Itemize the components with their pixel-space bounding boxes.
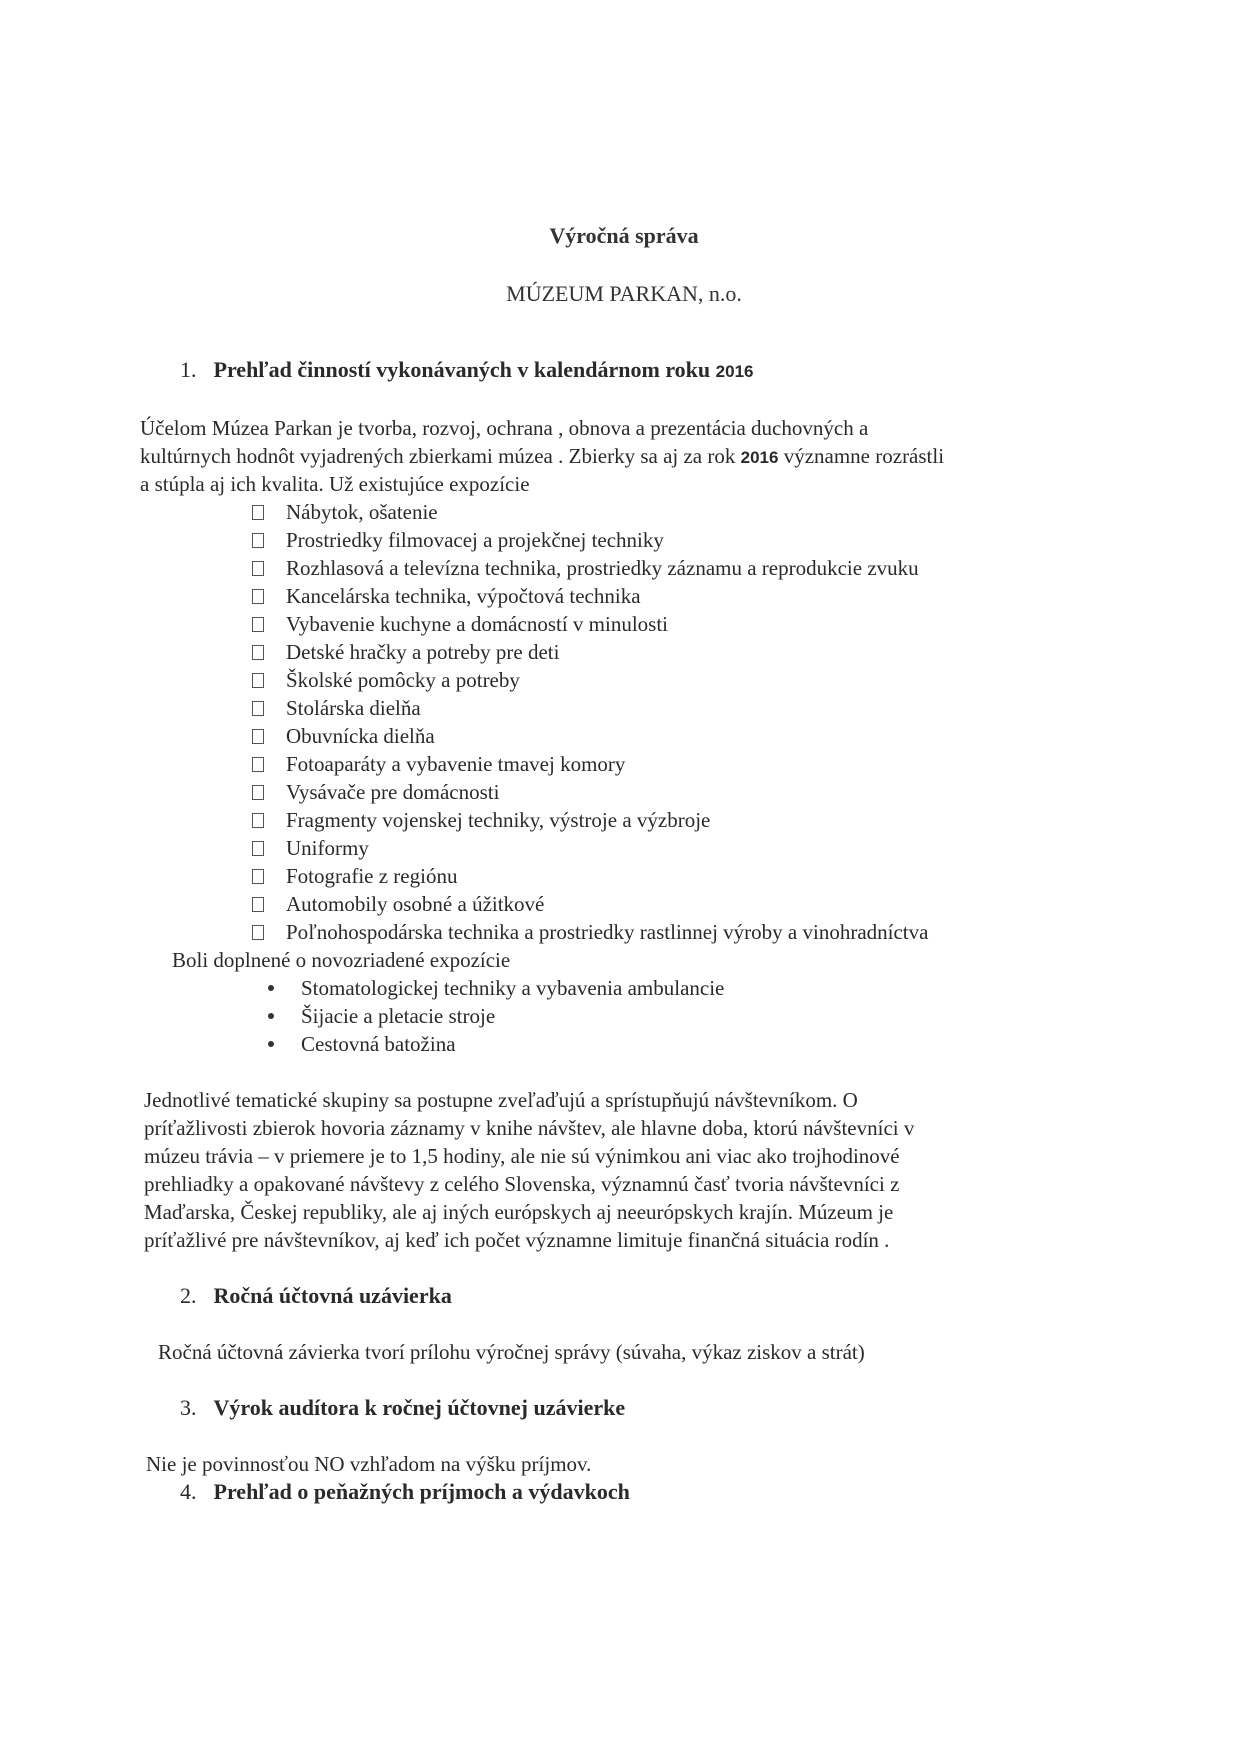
intro-line-3: a stúpla aj ich kvalita. Už existujúce expozície	[140, 472, 530, 496]
existing-exhibitions-list	[252, 498, 928, 946]
list-item	[252, 610, 928, 638]
section-2-title: Ročná účtovná uzávierka	[213, 1283, 452, 1308]
list-item	[262, 1030, 724, 1058]
new-exhibitions-intro: Boli doplnené o novozriadené expozície	[172, 948, 511, 972]
document-title: Výročná správa	[549, 223, 699, 248]
list-item	[252, 918, 928, 946]
list-item-label: Fotoaparáty a vybavenie tmavej komory	[286, 752, 626, 776]
list-item-label: Vybavenie kuchyne a domácností v minulosti	[286, 612, 669, 636]
list-item-label: Kancelárska technika, výpočtová technika	[286, 584, 641, 608]
list-item	[252, 554, 928, 582]
list-item	[252, 498, 928, 526]
list-item	[252, 694, 928, 722]
list-item-label: Obuvnícka dielňa	[286, 724, 435, 748]
list-item	[252, 582, 928, 610]
section-1-heading	[180, 356, 753, 386]
bullet-icon	[268, 1013, 274, 1019]
list-item-label: Školské pomôcky a potreby	[286, 668, 520, 692]
closing-line-3: múzeu trávia – v priemere je to 1,5 hodiny, ale nie sú výnimkou ani viac ako trojhodinové	[144, 1144, 900, 1168]
list-item	[252, 806, 928, 834]
organization-name: MÚZEUM PARKAN, n.o.	[506, 281, 742, 306]
section-3-title: Výrok audítora k ročnej účtovnej uzávierke	[213, 1395, 626, 1420]
list-item	[252, 834, 928, 862]
bullet-icon	[268, 985, 274, 991]
checkbox-bullet-icon	[252, 701, 264, 716]
list-item-label: Cestovná batožina	[301, 1032, 456, 1056]
checkbox-bullet-icon	[252, 757, 264, 772]
list-item-label: Uniformy	[286, 836, 369, 860]
list-item-label: Rozhlasová a televízna technika, prostriedky záznamu a reprodukcie zvuku	[286, 556, 919, 580]
list-item	[252, 638, 928, 666]
list-item-label: Stolárska dielňa	[286, 696, 421, 720]
list-item-label: Prostriedky filmovacej a projekčnej techniky	[286, 528, 664, 552]
list-item	[252, 890, 928, 918]
intro-line-2-start: kultúrnych hodnôt vyjadrených zbierkami múzea . Zbierky sa aj za rok	[140, 444, 736, 468]
closing-line-5: Maďarska, Českej republiky, ale aj iných európskych aj neeurópskych krajín. Múzeum je	[144, 1200, 894, 1224]
section-4-title: Prehľad o peňažných príjmoch a výdavkoch	[213, 1479, 630, 1504]
closing-line-1: Jednotlivé tematické skupiny sa postupne zveľaďujú a sprístupňujú návštevníkom. O	[144, 1088, 858, 1112]
closing-line-2: príťažlivosti zbierok hovoria záznamy v knihe návštev, ale hlavne doba, ktorú návštevníci v	[144, 1116, 915, 1140]
list-item-label: Automobily osobné a úžitkové	[286, 892, 545, 916]
list-item	[252, 778, 928, 806]
intro-line-2-end: významne rozrástli	[783, 444, 945, 468]
section-2-heading	[180, 1282, 452, 1310]
list-item	[262, 974, 724, 1002]
bullet-icon	[268, 1041, 274, 1047]
checkbox-bullet-icon	[252, 505, 264, 520]
closing-line-6: príťažlivé pre návštevníkov, aj keď ich počet významne limituje finančná situácia rodín .	[144, 1228, 890, 1252]
list-item	[252, 666, 928, 694]
list-item	[262, 1002, 724, 1030]
list-item	[252, 526, 928, 554]
list-item-label: Fragmenty vojenskej techniky, výstroje a výzbroje	[286, 808, 711, 832]
checkbox-bullet-icon	[252, 729, 264, 744]
list-item	[252, 862, 928, 890]
checkbox-bullet-icon	[252, 785, 264, 800]
section-2-text: Ročná účtovná závierka tvorí prílohu výročnej správy (súvaha, výkaz ziskov a strát)	[158, 1340, 865, 1364]
section-4-number: 4.	[180, 1479, 197, 1504]
list-item-label: Nábytok, ošatenie	[286, 500, 438, 524]
checkbox-bullet-icon	[252, 533, 264, 548]
list-item-label: Vysávače pre domácnosti	[286, 780, 500, 804]
intro-line-2-year: 2016	[740, 448, 779, 467]
checkbox-bullet-icon	[252, 813, 264, 828]
checkbox-bullet-icon	[252, 925, 264, 940]
list-item-label: Poľnohospodárska technika a prostriedky rastlinnej výroby a vinohradníctva	[286, 920, 929, 944]
intro-line-1: Účelom Múzea Parkan je tvorba, rozvoj, ochrana , obnova a prezentácia duchovných a	[140, 416, 869, 440]
list-item	[252, 750, 928, 778]
section-3-number: 3.	[180, 1395, 197, 1420]
checkbox-bullet-icon	[252, 673, 264, 688]
checkbox-bullet-icon	[252, 897, 264, 912]
list-item-label: Fotografie z regiónu	[286, 864, 458, 888]
list-item	[252, 722, 928, 750]
list-item-label: Šijacie a pletacie stroje	[301, 1004, 496, 1028]
checkbox-bullet-icon	[252, 869, 264, 884]
section-3-text: Nie je povinnosťou NO vzhľadom na výšku príjmov.	[146, 1452, 592, 1476]
checkbox-bullet-icon	[252, 589, 264, 604]
section-4-heading	[180, 1478, 630, 1506]
section-3-heading	[180, 1394, 625, 1422]
section-1-year: 2016	[715, 362, 754, 381]
closing-line-4: prehliadky a opakované návštevy z celého Slovenska, významnú časť tvoria návštevníci z	[144, 1172, 900, 1196]
checkbox-bullet-icon	[252, 617, 264, 632]
list-item-label: Detské hračky a potreby pre deti	[286, 640, 560, 664]
checkbox-bullet-icon	[252, 645, 264, 660]
checkbox-bullet-icon	[252, 561, 264, 576]
checkbox-bullet-icon	[252, 841, 264, 856]
intro-line-2	[140, 442, 944, 472]
section-2-number: 2.	[180, 1283, 197, 1308]
section-1-title: Prehľad činností vykonávaných v kalendárnom roku	[213, 357, 711, 382]
new-exhibitions-list	[262, 974, 724, 1058]
section-1-number: 1.	[180, 357, 197, 382]
list-item-label: Stomatologickej techniky a vybavenia ambulancie	[301, 976, 725, 1000]
